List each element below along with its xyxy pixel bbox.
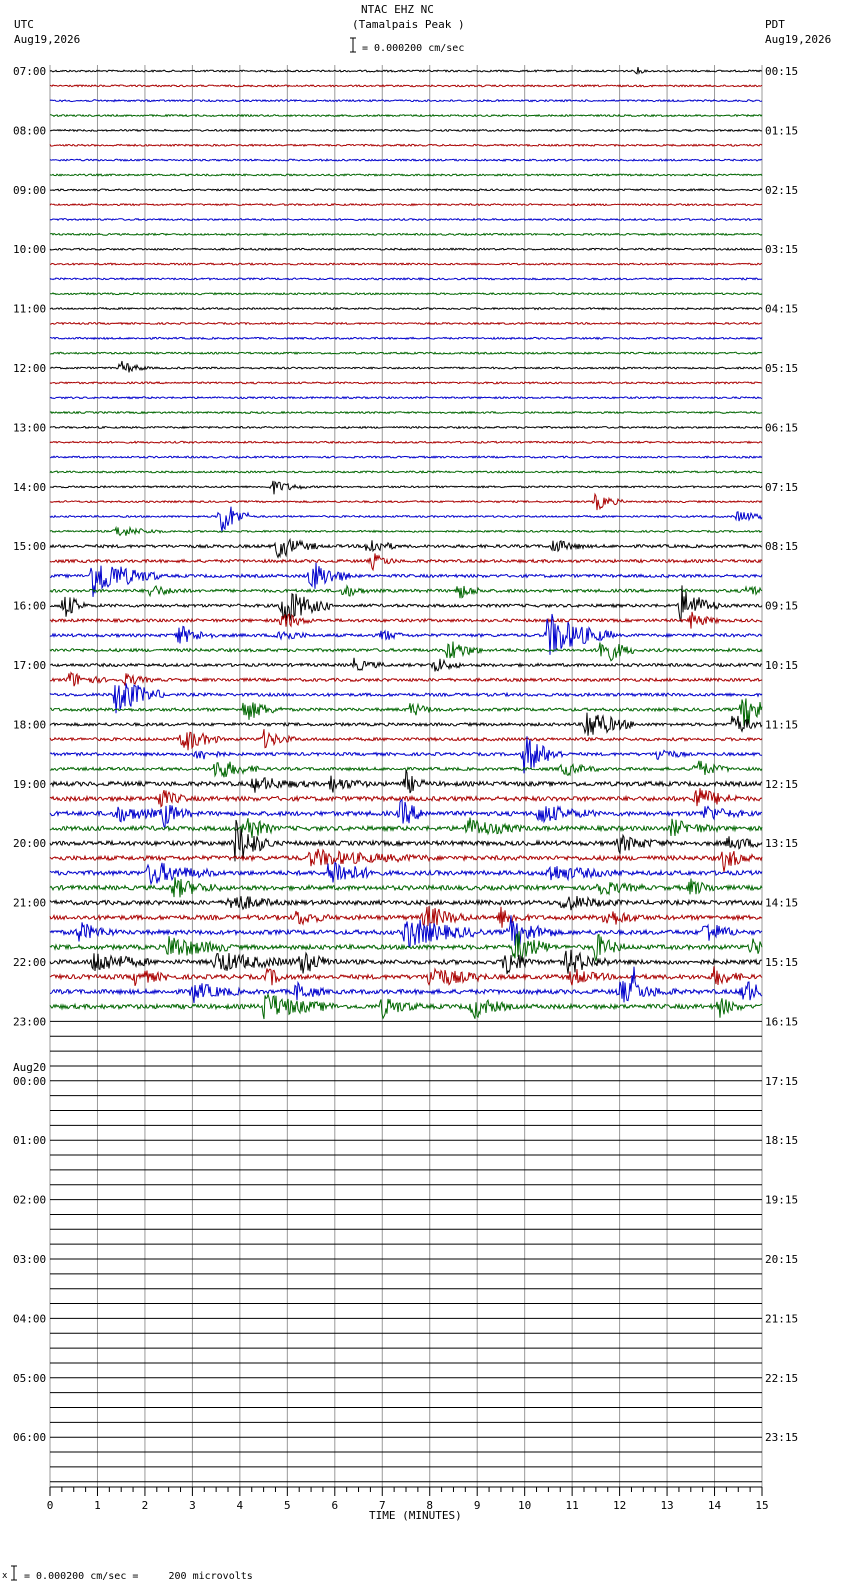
- left-hour-label: 20:00: [13, 837, 47, 851]
- trace-40: [50, 658, 762, 672]
- trace-11: [50, 234, 762, 236]
- left-hour-label: 00:00: [13, 1074, 47, 1088]
- trace-16: [50, 308, 762, 310]
- right-hour-label: 05:15: [765, 362, 799, 375]
- x-tick-label: 12: [612, 1499, 627, 1512]
- right-hour-label: 03:15: [765, 243, 799, 257]
- right-hour-label: 11:15: [765, 718, 799, 732]
- trace-18: [50, 337, 762, 339]
- trace-28: [50, 481, 762, 494]
- footer-scale-bar-icon: [11, 1565, 17, 1581]
- x-tick-label: 1: [94, 1499, 101, 1512]
- trace-51: [50, 818, 762, 838]
- right-hour-label: 20:15: [765, 1253, 799, 1266]
- right-hour-label: 21:15: [765, 1312, 799, 1326]
- footer-scale-note: = 0.000200 cm/sec = 200 microvolts: [24, 1571, 253, 1582]
- trace-46: [50, 736, 762, 773]
- trace-21: [50, 382, 762, 384]
- left-hour-label: 16:00: [13, 599, 47, 613]
- x-tick-label: 6: [331, 1499, 339, 1512]
- trace-19: [50, 352, 762, 354]
- left-date: Aug19,2026: [14, 33, 81, 46]
- trace-layer: [50, 67, 762, 1482]
- trace-44: [50, 713, 762, 736]
- right-hour-label: 06:15: [765, 421, 799, 435]
- trace-33: [50, 553, 762, 569]
- trace-59: [50, 931, 762, 961]
- trace-10: [50, 219, 762, 221]
- left-hour-label: 15:00: [13, 540, 47, 554]
- trace-23: [50, 412, 762, 414]
- trace-31: [50, 527, 762, 535]
- left-hour-label: 13:00: [13, 421, 47, 435]
- left-hour-label: 06:00: [13, 1431, 47, 1445]
- right-hour-label: 18:15: [765, 1134, 799, 1148]
- left-hour-label: 19:00: [13, 777, 47, 791]
- right-hour-label: 09:15: [765, 599, 799, 613]
- trace-49: [50, 788, 762, 806]
- trace-43: [50, 699, 762, 727]
- left-hour-label: 10:00: [13, 243, 47, 257]
- left-hour-label: 17:00: [13, 659, 47, 672]
- trace-15: [50, 293, 762, 295]
- right-hour-label: 10:15: [765, 659, 799, 672]
- x-tick-label: 13: [660, 1499, 674, 1512]
- trace-24: [50, 427, 762, 429]
- left-hour-label: 07:00: [13, 65, 47, 78]
- trace-39: [50, 642, 762, 661]
- trace-63: [50, 994, 762, 1019]
- left-hour-label: 01:00: [13, 1134, 47, 1148]
- trace-2: [50, 100, 762, 102]
- trace-30: [50, 507, 762, 532]
- left-hour-label: 02:00: [13, 1193, 47, 1207]
- trace-29: [50, 494, 762, 510]
- right-hour-label: 17:15: [765, 1074, 799, 1088]
- left-hour-label: 22:00: [13, 956, 47, 969]
- trace-45: [50, 729, 762, 750]
- trace-48: [50, 770, 762, 793]
- trace-27: [50, 471, 762, 473]
- left-hour-label: 03:00: [13, 1253, 47, 1266]
- x-tick-label: 14: [707, 1499, 722, 1512]
- trace-1: [50, 85, 762, 87]
- trace-5: [50, 144, 762, 146]
- left-hour-label: 04:00: [13, 1312, 47, 1326]
- right-timezone: PDT: [765, 18, 785, 31]
- left-hour-label: 12:00: [13, 362, 47, 375]
- left-hour-label: 11:00: [13, 302, 47, 316]
- right-hour-label: 08:15: [765, 540, 799, 554]
- site-subtitle: (Tamalpais Peak ): [352, 18, 465, 31]
- x-tick-label: 3: [189, 1499, 196, 1512]
- right-hour-label: 19:15: [765, 1193, 799, 1207]
- scale-label: = 0.000200 cm/sec: [362, 43, 465, 54]
- trace-12: [50, 248, 762, 250]
- right-hour-label: 23:15: [765, 1431, 799, 1445]
- left-hour-label: 14:00: [13, 480, 47, 494]
- trace-37: [50, 612, 762, 629]
- x-tick-label: 8: [426, 1499, 434, 1512]
- x-tick-label: 9: [473, 1499, 481, 1512]
- trace-41: [50, 673, 762, 687]
- trace-14: [50, 278, 762, 280]
- left-hour-label: 18:00: [13, 718, 47, 732]
- trace-7: [50, 174, 762, 176]
- trace-25: [50, 441, 762, 443]
- trace-9: [50, 204, 762, 206]
- trace-3: [50, 115, 762, 117]
- x-axis-title: TIME (MINUTES): [369, 1509, 462, 1522]
- trace-8: [50, 189, 762, 191]
- x-tick-label: 11: [565, 1499, 579, 1512]
- trace-6: [50, 159, 762, 161]
- right-hour-label: 13:15: [765, 837, 799, 851]
- left-hour-label: 09:00: [13, 183, 47, 197]
- trace-35: [50, 586, 762, 598]
- trace-17: [50, 323, 762, 325]
- right-hour-label: 00:15: [765, 65, 799, 78]
- trace-56: [50, 896, 762, 910]
- station-title: NTAC EHZ NC: [361, 3, 434, 16]
- trace-53: [50, 849, 762, 872]
- right-hour-label: 02:15: [765, 183, 799, 197]
- right-hour-label: 15:15: [765, 956, 799, 969]
- trace-32: [50, 540, 762, 558]
- trace-54: [50, 863, 762, 884]
- left-hour-label: 08:00: [13, 124, 47, 138]
- right-hour-label: 22:15: [765, 1371, 799, 1385]
- trace-22: [50, 397, 762, 399]
- trace-0: [50, 67, 762, 74]
- trace-4: [50, 130, 762, 132]
- right-hour-label: 16:15: [765, 1015, 799, 1029]
- footer-mark: x: [2, 1571, 8, 1581]
- x-tick-label: 4: [236, 1499, 244, 1512]
- right-hour-label: 01:15: [765, 124, 799, 138]
- trace-26: [50, 456, 762, 458]
- x-tick-label: 2: [141, 1499, 149, 1512]
- left-hour-label: 21:00: [13, 896, 47, 910]
- x-tick-label: 10: [518, 1499, 532, 1512]
- left-hour-label: 23:00: [13, 1015, 47, 1029]
- trace-61: [50, 966, 762, 986]
- right-hour-label: 14:15: [765, 896, 799, 910]
- x-tick-label: 7: [378, 1499, 386, 1512]
- left-hour-label: 05:00: [13, 1371, 47, 1385]
- left-timezone: UTC: [14, 18, 34, 31]
- trace-20: [50, 361, 762, 372]
- trace-50: [50, 800, 762, 828]
- trace-13: [50, 263, 762, 265]
- x-tick-label: 15: [755, 1499, 769, 1512]
- x-tick-label: 0: [46, 1499, 54, 1512]
- right-hour-label: 04:15: [765, 302, 799, 316]
- date-change-label: Aug20: [13, 1060, 47, 1074]
- x-tick-label: 5: [284, 1499, 291, 1512]
- right-hour-label: 12:15: [765, 777, 799, 791]
- right-date: Aug19,2026: [765, 33, 832, 46]
- trace-62: [50, 967, 762, 1003]
- trace-60: [50, 950, 762, 974]
- right-hour-label: 07:15: [765, 480, 799, 494]
